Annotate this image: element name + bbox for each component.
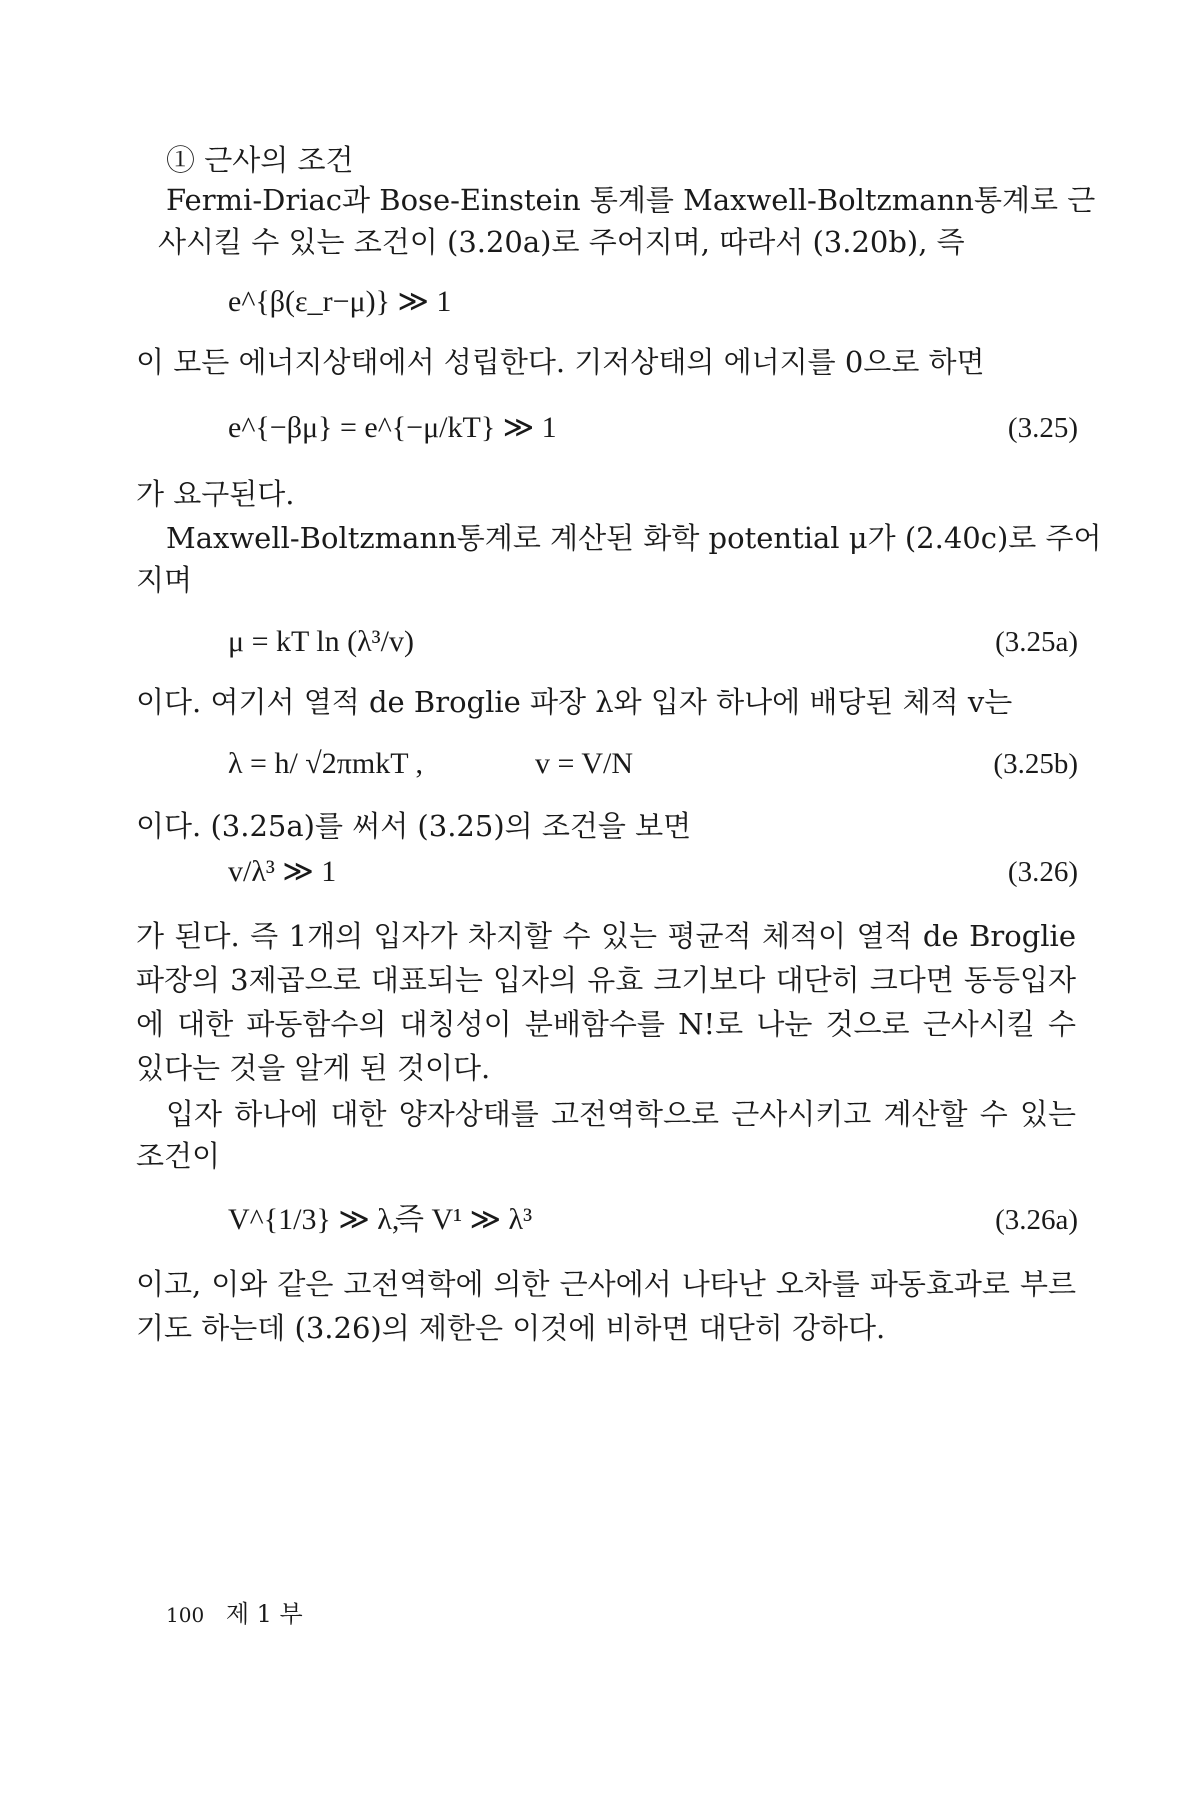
equation-3-25a: μ = kT ln (λ³/v) [228,625,414,658]
paragraph-2: 이 모든 에너지상태에서 성립한다. 기저상태의 에너지를 0으로 하면 [136,345,985,379]
equation-exponent-condition: e^{β(ε_r−μ)} ≫ 1 [228,285,452,318]
paragraph-9-line-1: 이고, 이와 같은 고전역학에 의한 근사에서 나타난 오차를 파동효과로 부르 [136,1267,1076,1301]
paragraph-6: 이다. (3.25a)를 써서 (3.25)의 조건을 보면 [136,809,692,843]
equation-3-26: v/λ³ ≫ 1 [228,855,337,888]
equation-3-26a-first: V^{1/3} ≫ λ, [228,1203,400,1236]
equation-number-3-25b: (3.25b) [993,748,1078,780]
section-heading: ① 근사의 조건 [166,143,354,177]
equation-3-25: e^{−βμ} = e^{−μ/kT} ≫ 1 [228,411,557,444]
paragraph-7-line-3: 에 대한 파동함수의 대칭성이 분배함수를 N!로 나눈 것으로 근사시킬 수 [136,1007,1076,1041]
equation-number-3-26: (3.26) [1007,856,1078,888]
page-footer [166,1598,303,1631]
paragraph-5: 이다. 여기서 열적 de Broglie 파장 λ와 입자 하나에 배당된 체적 v는 [136,685,1013,719]
equation-3-25b-lambda: λ = h/ √2πmkT , [228,747,424,780]
page-number: 100 [166,1603,205,1627]
equation-number-3-25: (3.25) [1007,412,1078,444]
paragraph-9-line-2: 기도 하는데 (3.26)의 제한은 이것에 비하면 대단히 강하다. [136,1311,886,1345]
equation-number-3-26a: (3.26a) [995,1204,1078,1236]
paragraph-7-line-1: 가 된다. 즉 1개의 입자가 차지할 수 있는 평균적 체적이 열적 de Broglie [136,919,1076,953]
paragraph-7-line-4: 있다는 것을 알게 된 것이다. [136,1051,491,1085]
paragraph-4-line-1: Maxwell-Boltzmann통계로 계산된 화학 potential μ가 (2.40c)로 주어 [166,521,1102,555]
equation-number-3-25a: (3.25a) [995,626,1078,658]
equation-3-25b-volume: v = V/N [535,747,634,780]
paragraph-8-line-2: 조건이 [136,1139,221,1173]
part-label: 제 1 부 [225,1600,303,1628]
paragraph-7-line-2: 파장의 3제곱으로 대표되는 입자의 유효 크기보다 대단히 크다면 동등입자 [136,963,1076,997]
paragraph-8-line-1: 입자 하나에 대한 양자상태를 고전역학으로 근사시키고 계산할 수 있는 [166,1097,1076,1131]
paragraph-3: 가 요구된다. [136,477,295,511]
paragraph-1-line-2: 사시킬 수 있는 조건이 (3.20a)로 주어지며, 따라서 (3.20b), 즉 [158,225,965,259]
paragraph-1-line-1: Fermi-Driac과 Bose-Einstein 통계를 Maxwell-Boltzmann통계로 근 [166,183,1096,217]
equation-3-26a-second: 즉 V¹ ≫ λ³ [395,1203,533,1236]
paragraph-4-line-2: 지며 [136,563,193,597]
